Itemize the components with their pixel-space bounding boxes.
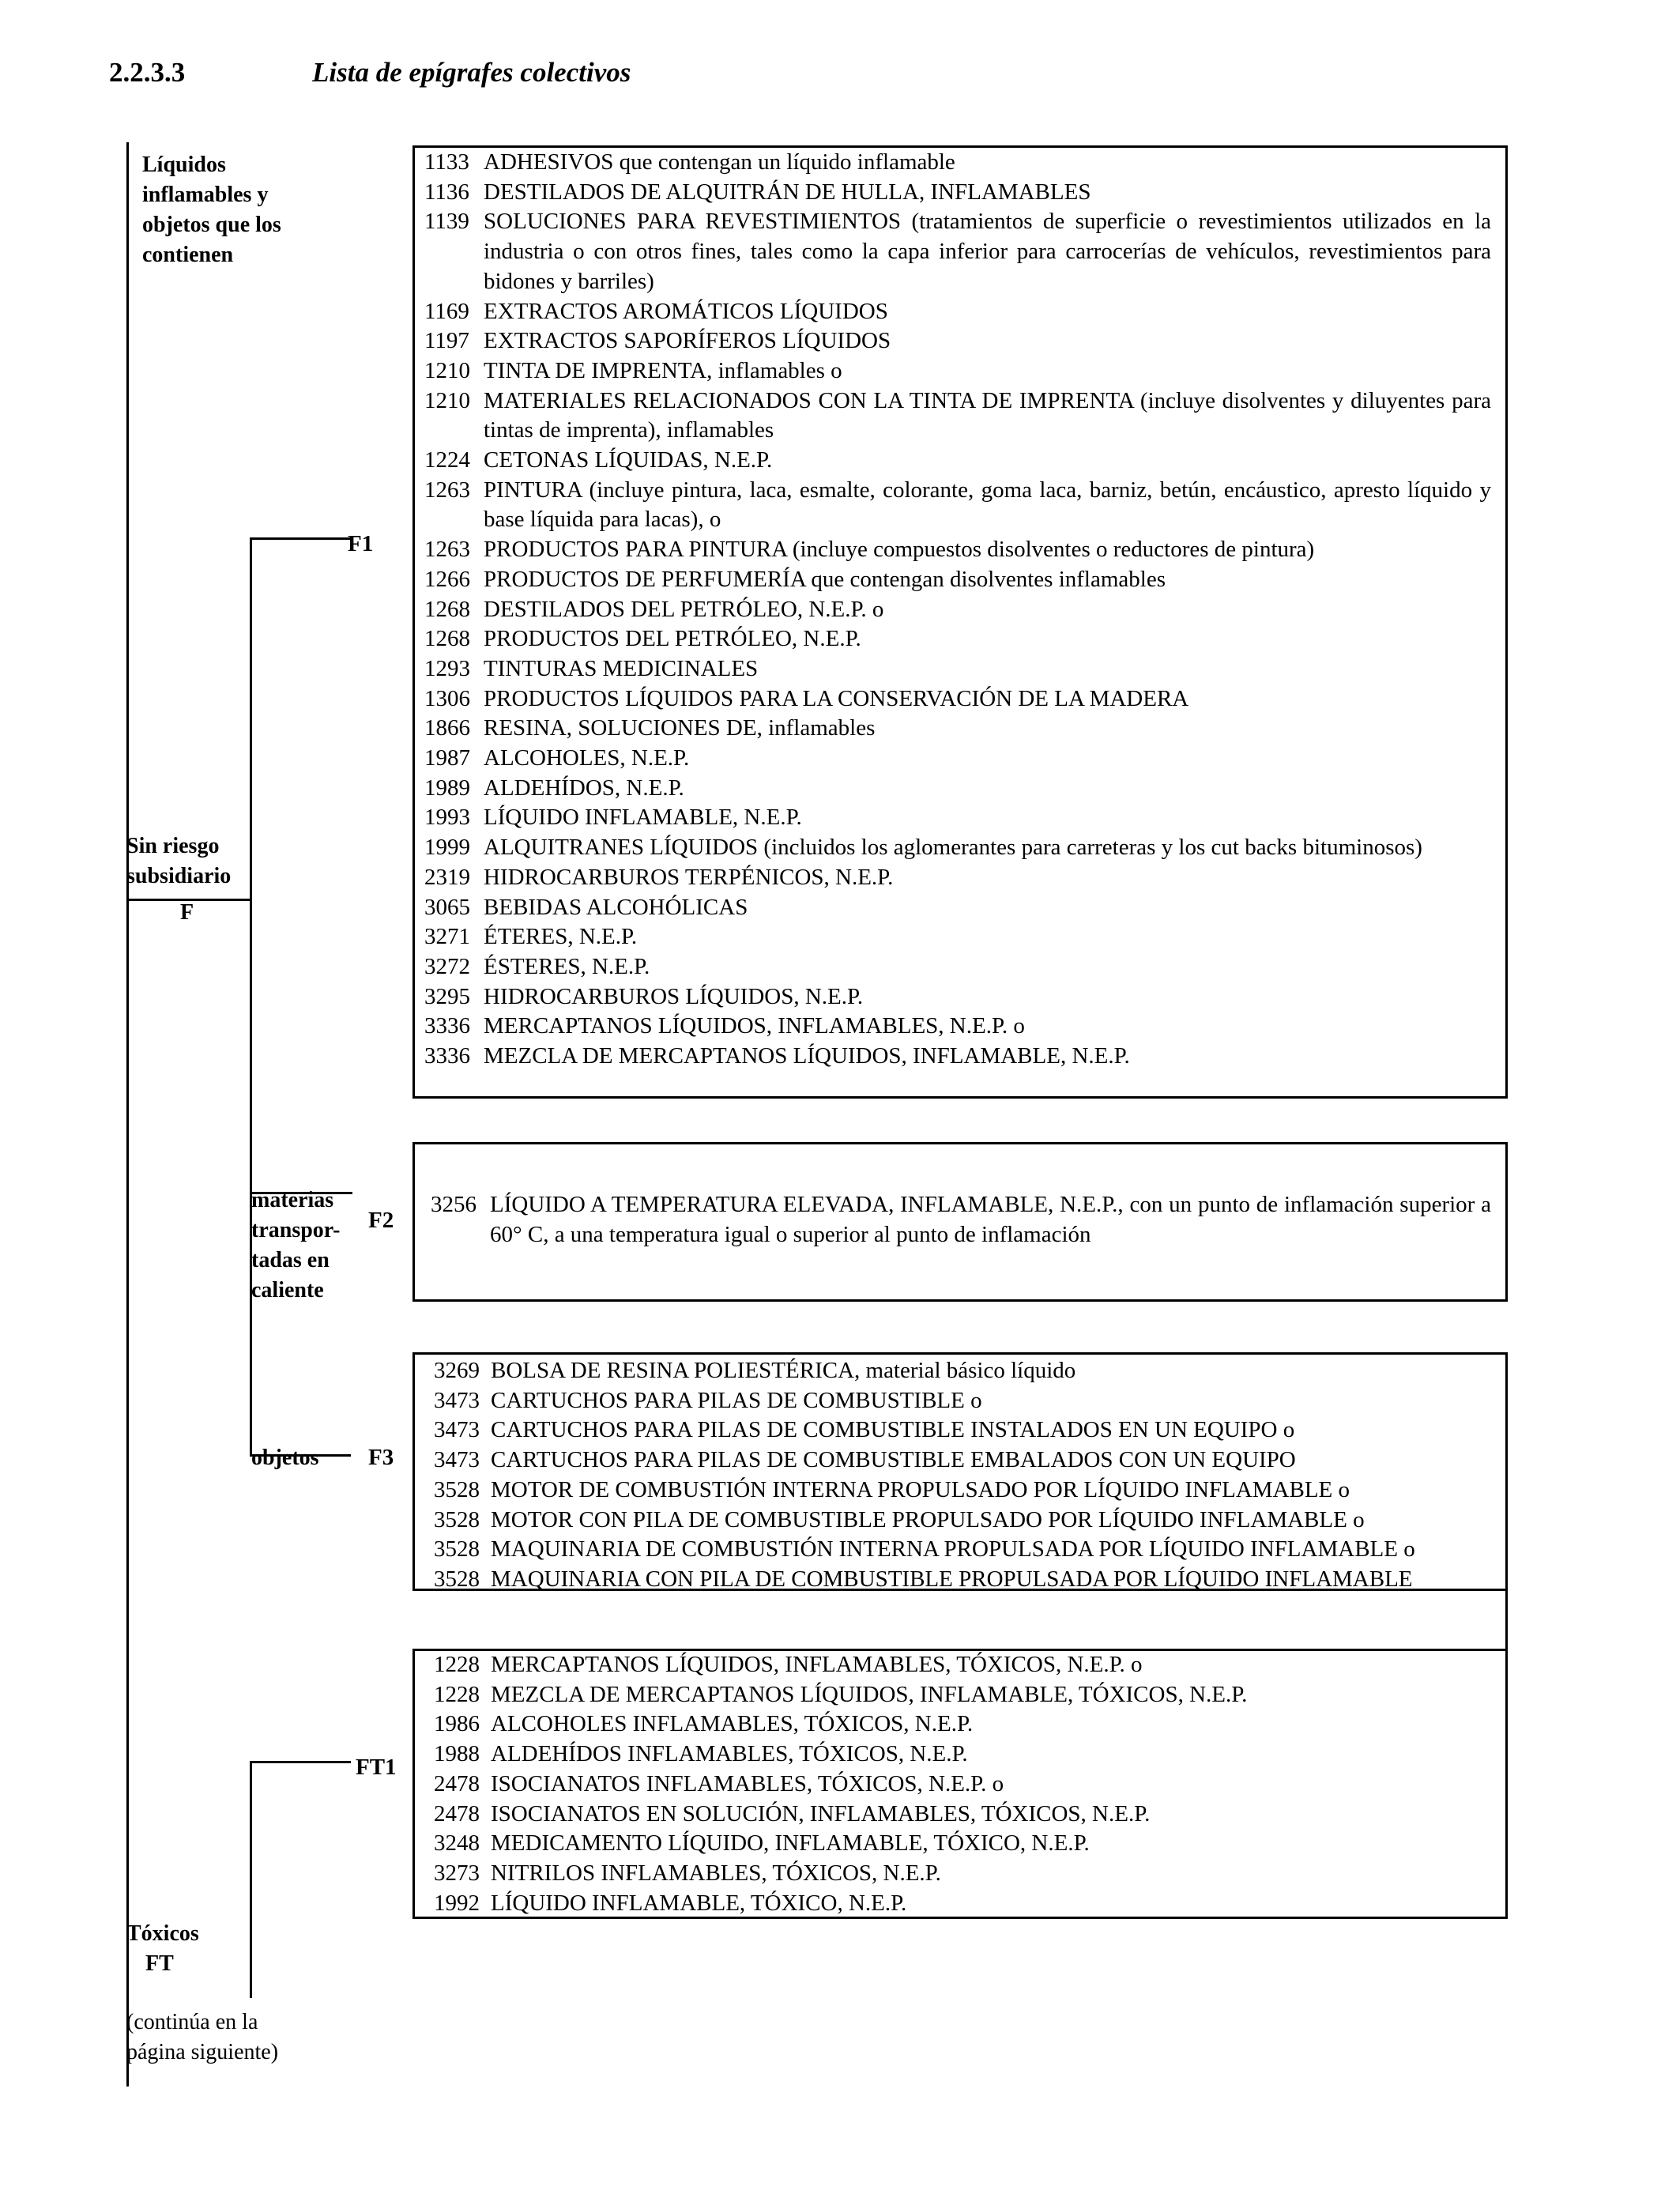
un-number: 3269 [434,1358,480,1383]
list-item [424,148,1491,178]
un-number: 1228 [434,1681,480,1707]
list-item [434,1740,1493,1770]
code-ft1: FT1 [356,1755,397,1780]
entry-text: PRODUCTOS LÍQUIDOS PARA LA CONSERVACIÓN DE LA MADERA [484,685,1189,711]
list-item [424,326,1491,356]
entry-text: ÉTERES, N.E.P. [484,924,638,950]
un-number: 1136 [424,179,469,205]
un-number: 1268 [424,626,470,652]
un-number: 2319 [424,864,470,890]
entry-text: ISOCIANATOS EN SOLUCIÓN, INFLAMABLES, TÓXICOS, N.E.P. [491,1800,1151,1826]
entry-text: MAQUINARIA CON PILA DE COMBUSTIBLE PROPULSADA POR LÍQUIDO INFLAMABLE [491,1566,1413,1592]
entry-text: DESTILADOS DE ALQUITRÁN DE HULLA, INFLAMABLES [484,179,1091,205]
entry-text: MEDICAMENTO LÍQUIDO, INFLAMABLE, TÓXICO, N.E.P. [491,1830,1090,1857]
un-number: 3336 [424,1043,470,1069]
un-number: 3528 [434,1476,480,1502]
un-number: 1987 [424,745,470,771]
list-item [434,1476,1504,1506]
entry-text: EXTRACTOS AROMÁTICOS LÍQUIDOS [484,298,888,324]
list-item [424,297,1491,327]
list-item [434,1680,1493,1710]
ft-branch-vline [250,1761,252,1998]
entry-text: ÉSTERES, N.E.P. [484,953,650,979]
list-item [424,624,1491,654]
ft1-branch-hline [250,1761,351,1763]
code-f3: F3 [368,1445,394,1470]
un-number: 3336 [424,1013,470,1039]
list-item [424,565,1491,595]
un-number: 2478 [434,1800,480,1826]
un-number: 3528 [434,1566,480,1592]
sin-riesgo-code: F [180,900,194,925]
un-number: 1306 [424,685,470,711]
entry-text: TINTURAS MEDICINALES [484,655,759,681]
ft1-entries-list [434,1650,1493,1918]
entry-text: ADHESIVOS que contengan un líquido inflamable [484,149,955,175]
un-number: 1266 [424,566,470,592]
list-item [424,207,1491,296]
un-number: 1999 [424,835,470,861]
entry-text: BEBIDAS ALCOHÓLICAS [484,894,748,920]
list-item [424,1012,1491,1042]
un-number: 3248 [434,1830,480,1857]
entry-text: CARTUCHOS PARA PILAS DE COMBUSTIBLE EMBALADOS CON UN EQUIPO [491,1447,1296,1473]
un-number: 2478 [434,1770,480,1796]
un-number: 1988 [434,1741,480,1767]
f1-entries-list [424,148,1491,1072]
code-f2: F2 [368,1208,394,1233]
list-item [424,774,1491,804]
list-item [424,833,1491,863]
un-number: 3272 [424,953,470,979]
list-item [424,952,1491,982]
list-item [424,744,1491,774]
list-item [434,1889,1493,1919]
f2-entries-list [431,1190,1491,1250]
entry-text: PINTURA (incluye pintura, laca, esmalte, colorante, goma laca, barniz, betún, encáustico, apresto líquido y base líquida para lacas), o [484,477,1491,533]
list-item [434,1710,1493,1740]
un-number: 1866 [424,715,470,741]
list-item [424,356,1491,386]
un-number: 3473 [434,1387,480,1413]
un-number: 3295 [424,983,470,1009]
left-border-line [126,142,129,2087]
toxicos-label: Tóxicos [126,1921,199,1946]
code-f1: F1 [348,531,374,556]
list-item [434,1386,1504,1416]
continua-note: (continúa en la página siguiente) [126,2010,279,2064]
list-item [424,863,1491,893]
materias-caliente-label: materias transpor- tadas en caliente [251,1188,341,1302]
entry-text: NITRILOS INFLAMABLES, TÓXICOS, N.E.P. [491,1860,941,1886]
liquidos-inflamables-label: Líquidos inflamables y objetos que los contienen [142,153,281,267]
entry-text: MERCAPTANOS LÍQUIDOS, INFLAMABLES, TÓXICOS, N.E.P. o [491,1652,1143,1677]
un-number: 3256 [431,1192,477,1217]
entry-text: ALCOHOLES INFLAMABLES, TÓXICOS, N.E.P. [491,1711,974,1737]
entry-text: DESTILADOS DEL PETRÓLEO, N.E.P. o [484,596,884,622]
list-item [424,893,1491,923]
list-item [424,178,1491,208]
entry-text: ALCOHOLES, N.E.P. [484,745,690,771]
entry-text: SOLUCIONES PARA REVESTIMIENTOS (tratamientos de superficie o revestimientos utilizados en la industria o con otros fines, tales como la capa inferior para carrocerías de vehículos, revestimientos para bidones y barriles) [484,209,1491,294]
list-item [434,1356,1504,1386]
list-item [424,535,1491,565]
entry-text: MEZCLA DE MERCAPTANOS LÍQUIDOS, INFLAMABLE, TÓXICOS, N.E.P. [491,1681,1248,1707]
list-item [424,714,1491,744]
section-title: Lista de epígrafes colectivos [312,57,631,88]
sin-riesgo-label: Sin riesgo subsidiario [126,834,232,888]
un-number: 3271 [424,924,470,950]
un-number: 3273 [434,1860,480,1886]
list-item [434,1416,1504,1446]
list-item [434,1446,1504,1476]
entry-text: PRODUCTOS DEL PETRÓLEO, N.E.P. [484,626,861,652]
list-item [434,1859,1493,1889]
un-number: 1210 [424,357,470,383]
un-number: 1989 [424,775,470,801]
entry-text: CARTUCHOS PARA PILAS DE COMBUSTIBLE o [491,1387,982,1413]
entry-text: ALDEHÍDOS, N.E.P. [484,775,684,801]
list-item [434,1829,1493,1859]
list-item [424,922,1491,952]
entry-text: HIDROCARBUROS TERPÉNICOS, N.E.P. [484,864,894,890]
entry-text: PRODUCTOS PARA PINTURA (incluye compuestos disolventes o reductores de pintura) [484,537,1315,563]
un-number: 3528 [434,1536,480,1563]
entry-text: MAQUINARIA DE COMBUSTIÓN INTERNA PROPULSADA POR LÍQUIDO INFLAMABLE o [491,1536,1415,1563]
toxicos-code: FT [145,1951,174,1976]
entry-text: HIDROCARBUROS LÍQUIDOS, N.E.P. [484,983,864,1009]
list-item [424,1042,1491,1072]
un-number: 1268 [424,596,470,622]
un-number: 1197 [424,328,469,354]
un-number: 3473 [434,1447,480,1473]
entry-text: ALQUITRANES LÍQUIDOS (incluidos los aglomerantes para carreteras y los cut backs bituminosos) [484,835,1422,861]
list-item [424,386,1491,446]
un-number: 3065 [424,894,470,920]
entry-text: CETONAS LÍQUIDAS, N.E.P. [484,447,773,473]
entry-text: MATERIALES RELACIONADOS CON LA TINTA DE IMPRENTA (incluye disolventes y diluyentes para tintas de imprenta), inflamables [484,387,1491,443]
un-number: 1133 [424,149,469,175]
entry-text: LÍQUIDO A TEMPERATURA ELEVADA, INFLAMABLE, N.E.P., con un punto de inflamación superior a 60° C, a una temperatura igual o superior al punto de inflamación [490,1192,1491,1247]
un-number: 3528 [434,1506,480,1532]
list-item [424,476,1491,535]
un-number: 1139 [424,209,469,235]
list-item [434,1506,1504,1536]
un-number: 1224 [424,447,470,473]
un-number: 1993 [424,805,470,831]
entry-text: TINTA DE IMPRENTA, inflamables o [484,357,842,383]
un-number: 3473 [434,1417,480,1443]
un-number: 1263 [424,537,470,563]
un-number: 1210 [424,387,470,413]
entry-text: MOTOR CON PILA DE COMBUSTIBLE PROPULSADO POR LÍQUIDO INFLAMABLE o [491,1506,1365,1532]
f3-entries-list [434,1356,1504,1595]
entry-text: LÍQUIDO INFLAMABLE, N.E.P. [484,805,802,831]
list-item [434,1565,1504,1595]
entry-text: MOTOR DE COMBUSTIÓN INTERNA PROPULSADO POR LÍQUIDO INFLAMABLE o [491,1476,1350,1502]
un-number: 1293 [424,655,470,681]
un-number: 1169 [424,298,469,324]
entry-text: LÍQUIDO INFLAMABLE, TÓXICO, N.E.P. [491,1890,907,1916]
f-branch-vline [250,537,252,1456]
list-item [424,684,1491,714]
entry-text: PRODUCTOS DE PERFUMERÍA que contengan disolventes inflamables [484,566,1166,592]
entry-text: CARTUCHOS PARA PILAS DE COMBUSTIBLE INSTALADOS EN UN EQUIPO o [491,1417,1295,1443]
list-item [434,1535,1504,1565]
list-item [424,446,1491,476]
objetos-label: objetos [251,1446,319,1470]
entry-text: BOLSA DE RESINA POLIESTÉRICA, material básico líquido [491,1358,1076,1383]
list-item [424,803,1491,833]
entry-text: MEZCLA DE MERCAPTANOS LÍQUIDOS, INFLAMABLE, N.E.P. [484,1043,1130,1069]
list-item [434,1800,1493,1830]
entry-text: ISOCIANATOS INFLAMABLES, TÓXICOS, N.E.P. o [491,1770,1004,1796]
list-item [434,1770,1493,1800]
un-number: 1992 [434,1890,480,1916]
entry-text: ALDEHÍDOS INFLAMABLES, TÓXICOS, N.E.P. [491,1741,968,1767]
f1-branch-hline [250,537,351,540]
list-item [431,1190,1491,1250]
list-item [424,595,1491,625]
entry-text: MERCAPTANOS LÍQUIDOS, INFLAMABLES, N.E.P. o [484,1013,1025,1039]
list-item [424,982,1491,1012]
un-number: 1228 [434,1652,480,1677]
un-number: 1986 [434,1711,480,1737]
section-number: 2.2.3.3 [109,57,186,88]
un-number: 1263 [424,477,470,503]
entry-text: EXTRACTOS SAPORÍFEROS LÍQUIDOS [484,328,891,354]
list-item [424,654,1491,684]
list-item [434,1650,1493,1680]
entry-text: RESINA, SOLUCIONES DE, inflamables [484,715,876,741]
